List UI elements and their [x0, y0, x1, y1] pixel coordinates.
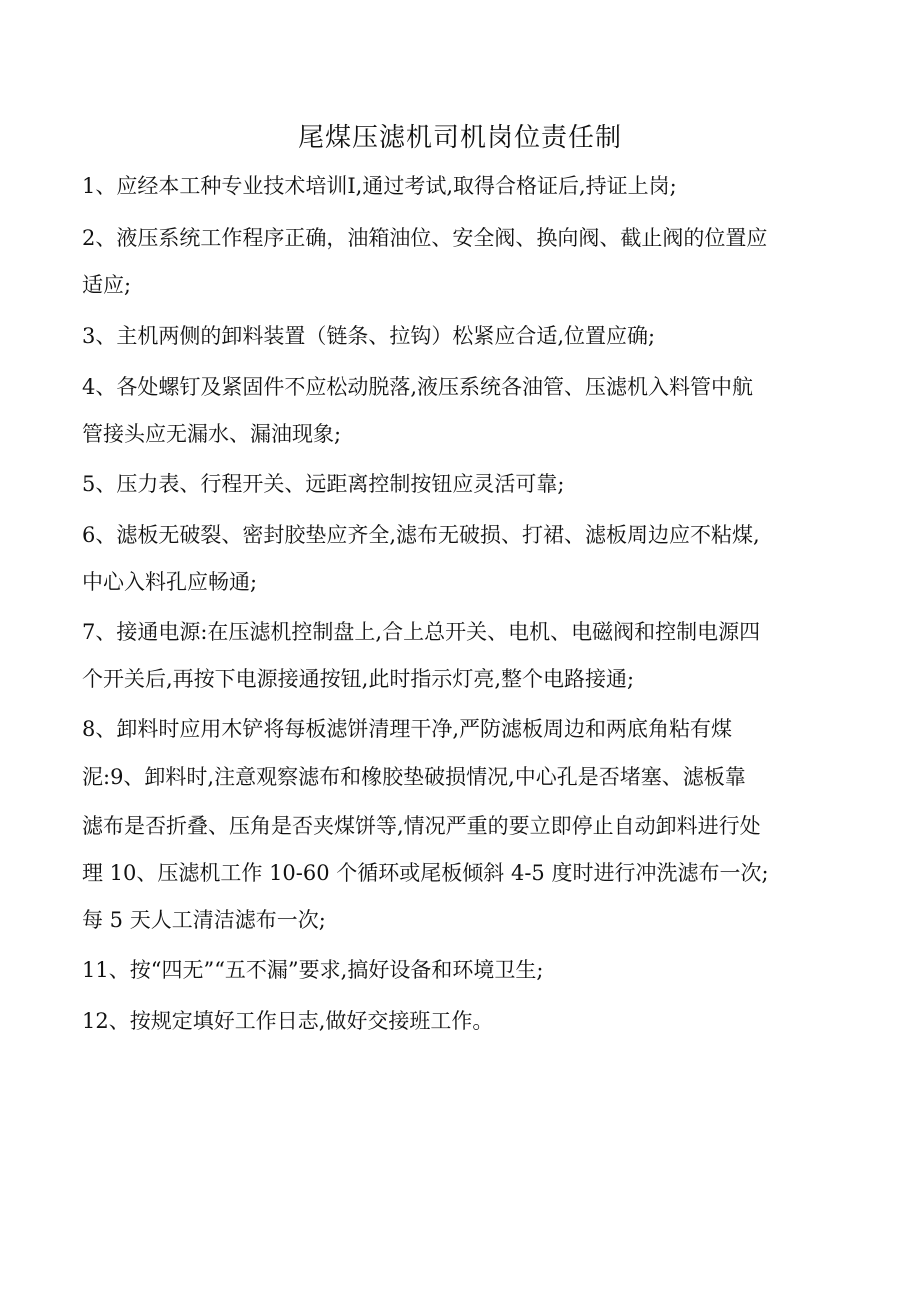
text-line: 8、卸料时应用木铲将每板滤饼清理干净,严防滤板周边和两底角粘有煤	[82, 717, 733, 741]
text-line: 适应;	[82, 273, 132, 297]
text-line: 中心入料孔应畅通;	[82, 570, 258, 594]
text-line: 12、按规定填好工作日志,做好交接班工作。	[82, 1009, 494, 1033]
text-line: 每 5 天人工清洁滤布一次;	[82, 908, 326, 932]
text-line: 1、应经本工种专业技术培训I,通过考试,取得合格证后,持证上岗;	[82, 174, 677, 198]
text-line: 6、滤板无破裂、密封胶垫应齐全,滤布无破损、打裙、滤板周边应不粘煤,	[82, 523, 760, 547]
text-line: 7、接通电源:在压滤机控制盘上,合上总开关、电机、电磁阀和控制电源四	[82, 620, 761, 644]
text-line: 3、主机两侧的卸料装置（链条、拉钩）松紧应合适,位置应确;	[82, 324, 656, 348]
text-line: 滤布是否折叠、压角是否夹煤饼等,情况严重的要立即停止自动卸料进行处	[82, 814, 761, 838]
text-line: 4、各处螺钉及紧固件不应松动脱落,液压系统各油管、压滤机入料管中航	[82, 375, 754, 399]
text-line: 5、压力表、行程开关、远距离控制按钮应灵活可靠;	[82, 472, 565, 496]
text-line: 2、液压系统工作程序正确，油箱油位、安全阀、换向阀、截止阀的位置应	[82, 226, 768, 250]
document-title: 尾煤压滤机司机岗位责任制	[297, 123, 622, 153]
text-line: 理 10、压滤机工作 10-60 个循环或尾板倾斜 4-5 度时进行冲洗滤布一次;	[82, 861, 769, 885]
text-line: 11、按“四无”“五不漏”要求,搞好设备和环境卫生;	[82, 958, 544, 982]
text-line: 个开关后,再按下电源接通按钮,此时指示灯亮,整个电路接通;	[82, 667, 635, 691]
text-line: 管接头应无漏水、漏油现象;	[82, 422, 342, 446]
text-line: 泥:9、卸料时,注意观察滤布和橡胶垫破损情况,中心孔是否堵塞、滤板靠	[82, 765, 746, 789]
